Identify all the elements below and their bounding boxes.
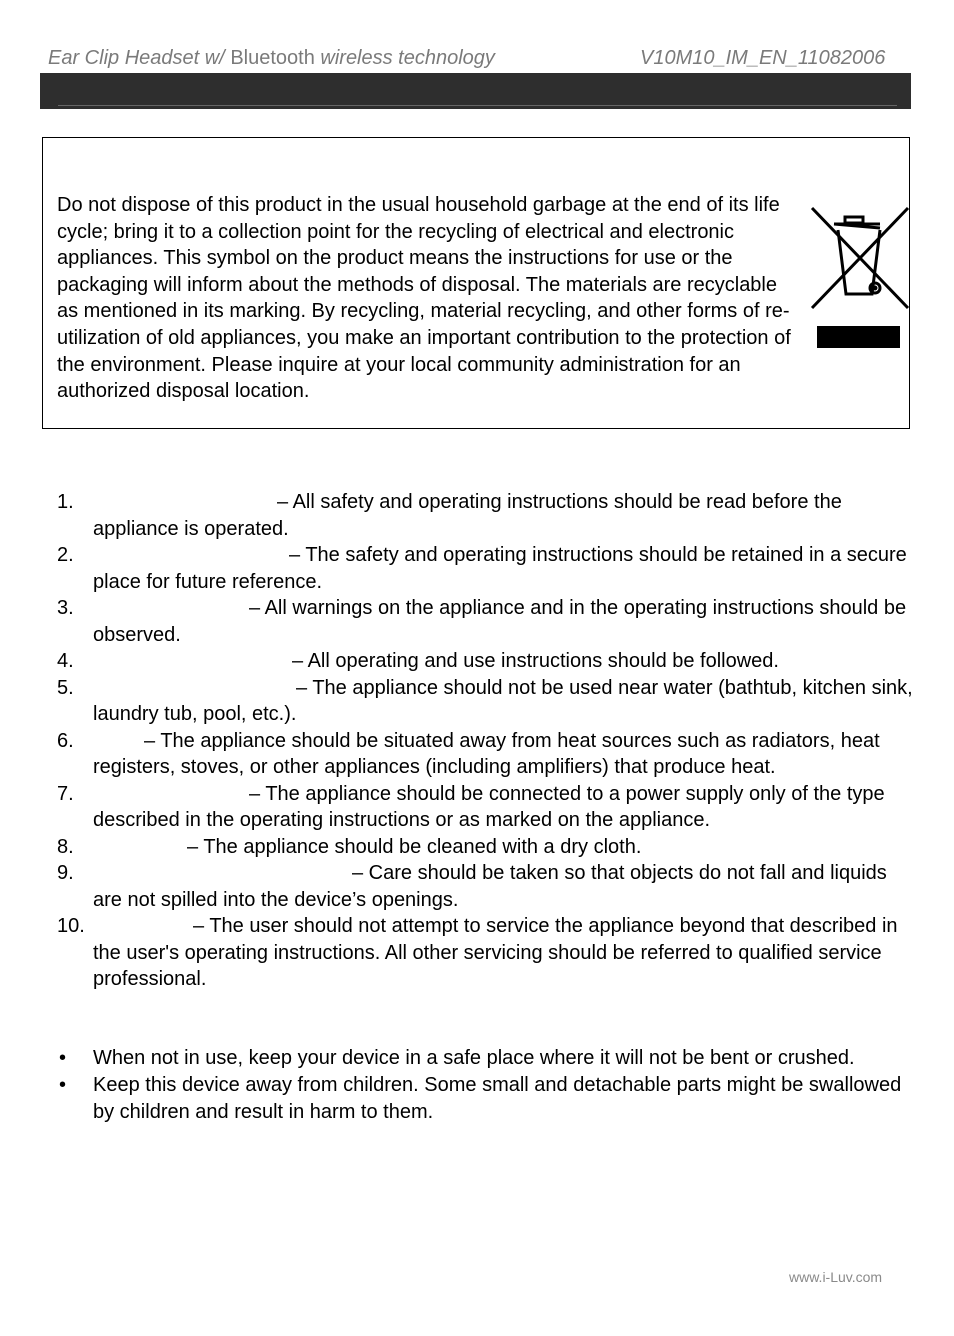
section-title-bar xyxy=(40,73,911,109)
item-number: 9. xyxy=(57,862,74,884)
disposal-notice-text: Do not dispose of this product in the usual household garbage at the end of its life cycle; bring it to a collection point for the recycling of electrical and electronic appliances. This symbol on the product means the instructions for use or the packaging will inform about the methods of disposal. The materials are recyclable as mentioned in its marking. By recycling, material recycling, and other forms of re-utilization of old appliances, you make an important contribution to the protection of the environment. Please inquire at your local community administration for an authorized disposal location. xyxy=(57,194,791,403)
list-item xyxy=(57,860,917,913)
list-item xyxy=(57,489,917,542)
item-text: – Care should be taken so that objects do not fall and liquids are not spilled into the device’s openings. xyxy=(93,862,887,911)
item-text: – The appliance should be situated away from heat sources such as radiators, heat registers, stoves, or other appliances (including amplifiers) that produce heat. xyxy=(93,729,880,778)
list-item xyxy=(57,648,917,675)
list-item xyxy=(57,1045,917,1072)
item-number: 2. xyxy=(57,544,74,566)
item-number: 7. xyxy=(57,782,74,805)
header-title-suffix: wireless technology xyxy=(320,47,495,69)
item-number: 1. xyxy=(57,491,74,513)
header-doc-code: V10M10_IM_EN_11082006 xyxy=(640,47,886,69)
list-item xyxy=(57,675,917,728)
item-text: – All operating and use instructions should be followed. xyxy=(292,650,779,672)
section-title-underline xyxy=(58,105,897,106)
safety-instructions-list xyxy=(57,489,917,993)
item-number: 10. xyxy=(57,915,85,937)
item-number: 3. xyxy=(57,597,74,619)
item-text: – All warnings on the appliance and in the operating instructions should be observed. xyxy=(93,597,907,646)
bullet-icon: • xyxy=(59,1073,67,1096)
footer-url: www.i-Luv.com xyxy=(789,1269,883,1285)
crossed-out-wheelie-bin-icon xyxy=(808,204,912,316)
item-text: – The appliance should not be used near water (bathtub, kitchen sink, laundry tub, pool, etc.). xyxy=(93,676,913,725)
bullet-icon: • xyxy=(59,1047,67,1069)
header-product-title xyxy=(48,47,495,70)
list-item xyxy=(57,1072,917,1126)
header-title-brand: Bluetooth xyxy=(230,47,315,69)
list-item xyxy=(57,595,917,648)
list-item xyxy=(57,728,917,781)
care-tips-list xyxy=(57,1045,917,1125)
item-text: – The user should not attempt to service the appliance beyond that described in the user's operating instructions. All other servicing should be referred to qualified service professional. xyxy=(93,915,898,990)
item-number: 5. xyxy=(57,676,74,699)
item-text: When not in use, keep your device in a safe place where it will not be bent or crushed. xyxy=(93,1047,855,1069)
item-text: – The safety and operating instructions should be retained in a secure place for future reference. xyxy=(93,544,907,593)
item-number: 4. xyxy=(57,650,74,672)
header-title-prefix: Ear Clip Headset w/ xyxy=(48,47,225,69)
list-item xyxy=(57,542,917,595)
item-number: 6. xyxy=(57,729,74,752)
list-item xyxy=(57,834,917,861)
item-text: Keep this device away from children. Some small and detachable parts might be swallowed by children and result in harm to them. xyxy=(93,1073,902,1123)
list-item xyxy=(57,913,917,993)
item-number: 8. xyxy=(57,835,74,858)
date-marking-bar xyxy=(817,326,900,348)
item-text: – The appliance should be cleaned with a dry cloth. xyxy=(187,835,642,858)
item-text: – All safety and operating instructions should be read before the appliance is operated. xyxy=(93,491,842,540)
list-item xyxy=(57,781,917,834)
item-text: – The appliance should be connected to a power supply only of the type described in the operating instructions or as marked on the appliance. xyxy=(93,782,885,831)
